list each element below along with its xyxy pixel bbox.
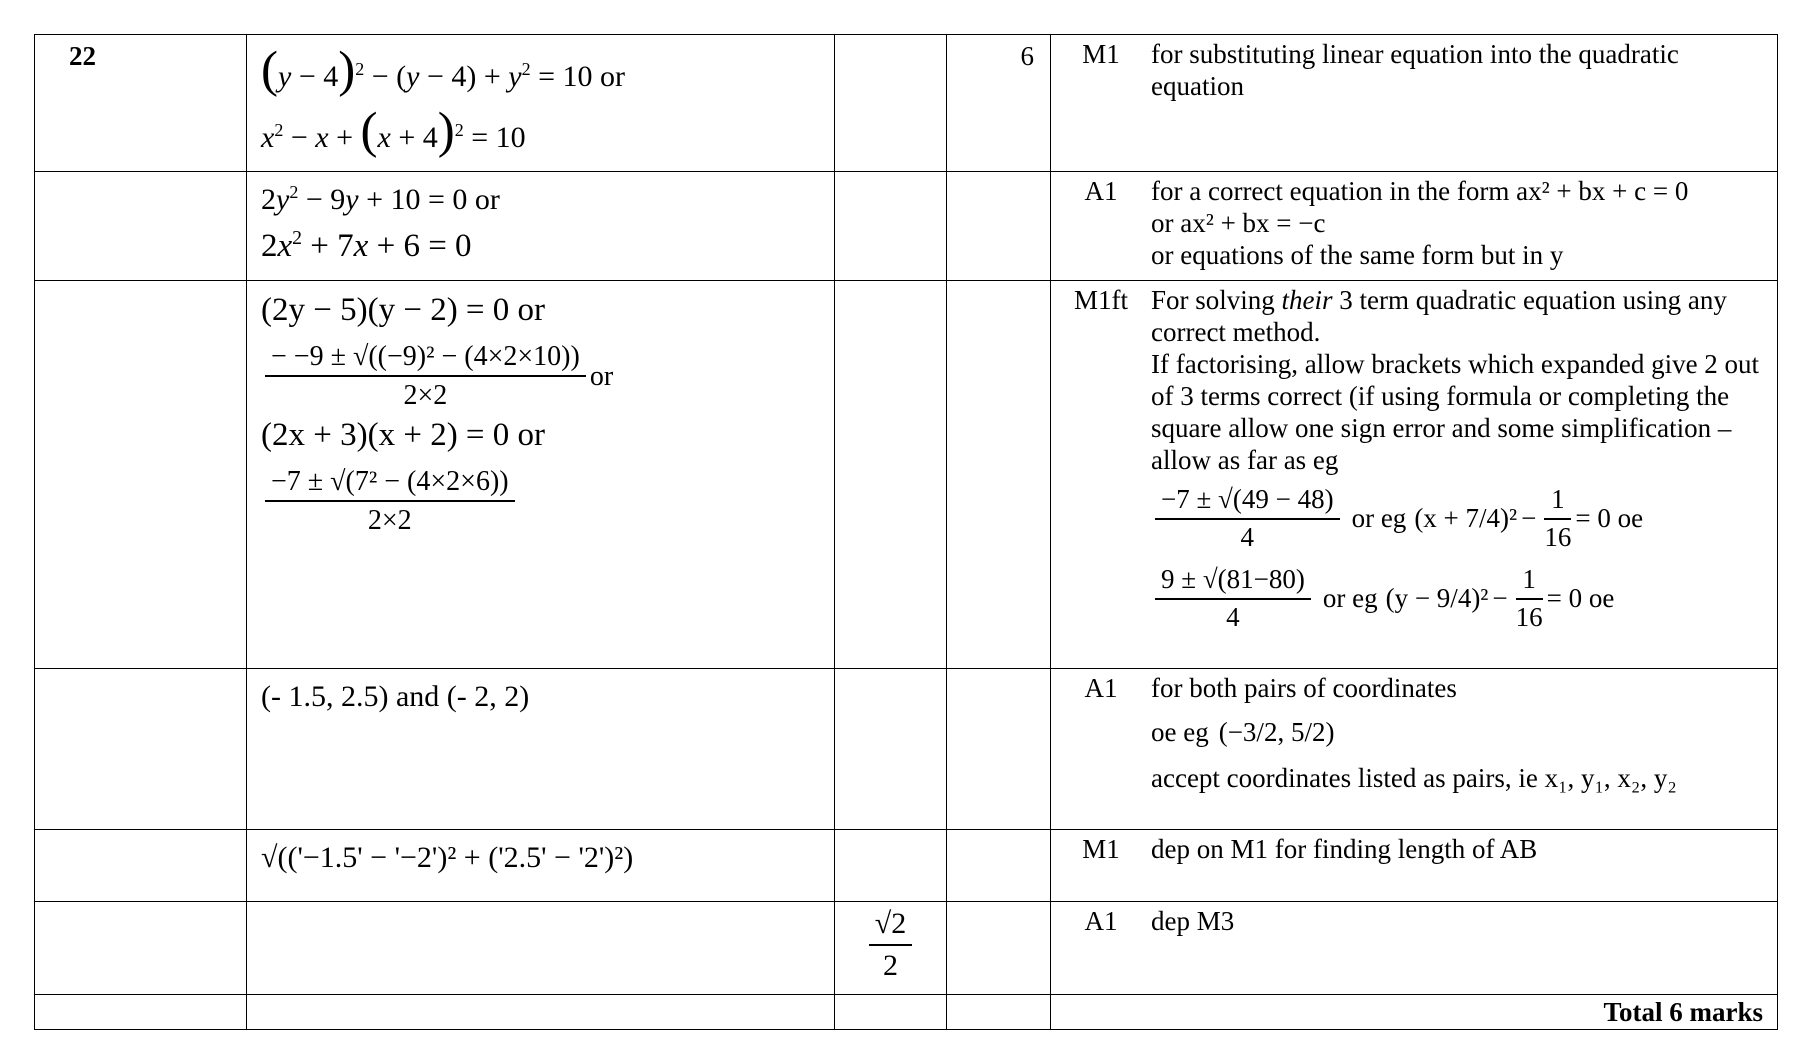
question-number [35,281,247,669]
answer-cell [835,172,947,281]
working-fraction: $\frac{\text{−7 ± √(7² − (4×2×6))}}{2\times 2}$ [261,465,834,537]
mark-scheme-table [34,34,1778,1030]
answer-cell [835,35,947,172]
notes-cell [1051,830,1778,902]
notes-text: for a correct equation in the form ax² + bx + c = 0 [1151,176,1689,206]
notes-cell [1051,281,1778,669]
mark-code: M1 [1082,834,1120,865]
notes-text: accept coordinates listed as pairs, ie x₁, y₁, x₂, y₂ [1151,763,1677,794]
answer-cell [835,902,947,995]
notes-cell [1051,902,1778,995]
question-number: 22 [35,35,247,172]
working-fraction: $\frac{\text{− −9 ± √((−9)² − (4×2×10))}}{2\times 2}$ or [261,340,834,412]
notes-text: For solving their 3 term quadratic equation using any correct method. [1151,285,1727,348]
question-number [35,902,247,995]
mark-code: A1 [1084,176,1118,206]
working-cell [247,281,835,669]
notes-text: dep M3 [1151,906,1235,937]
working-cell [247,902,835,995]
mark-code: A1 [1084,673,1118,704]
mark-code: M1 [1082,39,1120,69]
working-line: (2x + 3)(x + 2) = 0 or [261,417,546,454]
answer-cell [835,830,947,902]
notes-cell [1051,35,1778,172]
table-row [35,902,1778,995]
question-number [35,830,247,902]
notes-example: $\frac{-7 \pm √(49 - 48)}{4}$ or eg (x + 7/4)² − $\frac{1}{16}$ = 0 oe [1151,484,1769,554]
table-row [35,172,1778,281]
notes-cell [1051,172,1778,281]
notes-text: If factorising, allow brackets which expanded give 2 out of 3 terms correct (if using formula or completing the square allow one sign error and some simplification – allow as far as eg [1151,349,1760,475]
mark-cell [947,830,1051,902]
working-line: $(y - 4)^2 - (y - 4) + y^2 = 10$ or [261,42,626,98]
question-number [35,669,247,830]
working-line: √(('−1.5' − '−2')² + ('2.5' − '2')²) [261,841,634,875]
total-marks: Total 6 marks [1051,995,1778,1030]
working-line: $2x^2 + 7x + 6 = 0$ [261,227,472,265]
working-cell [247,35,835,172]
answer-cell [835,281,947,669]
table-row [35,830,1778,902]
mark-cell [947,281,1051,669]
question-number [35,172,247,281]
mark-cell: 6 [947,35,1051,172]
answer-cell [835,669,947,830]
notes-text: or equations of the same form but in y [1151,239,1564,270]
notes-example: oe eg (−3/2, 5/2) [1151,717,1335,748]
table-row [35,995,1778,1030]
working-line: $2y^2 - 9y + 10 = 0$ or [261,182,500,216]
mark-cell [947,172,1051,281]
notes-text: dep on M1 for finding length of AB [1151,834,1538,865]
working-cell [247,830,835,902]
table-row [35,281,1778,669]
answer-numerator: √2 [869,906,912,945]
notes-example: $\frac{9 \pm √(81-80)}{4}$ or eg (y − 9/4)² − $\frac{1}{16}$ = 0 oe [1151,564,1769,634]
notes-cell [1051,669,1778,830]
mark-code: A1 [1084,906,1118,937]
table-row [35,669,1778,830]
mark-cell [947,902,1051,995]
working-line: $x^2 - x + (x + 4)^2 = 10$ [261,103,526,159]
mark-code: M1ft [1074,285,1128,316]
notes-text: for both pairs of coordinates [1151,673,1457,704]
table-row [35,35,1778,172]
notes-text: or ax² + bx = −c [1151,207,1326,238]
working-line: (- 1.5, 2.5) and (- 2, 2) [261,680,530,714]
notes-text: for substituting linear equation into the quadratic equation [1151,39,1679,101]
mark-cell [947,669,1051,830]
working-cell [247,669,835,830]
answer-denominator: 2 [883,948,898,982]
working-cell [247,172,835,281]
working-line: (2y − 5)(y − 2) = 0 or [261,292,546,329]
